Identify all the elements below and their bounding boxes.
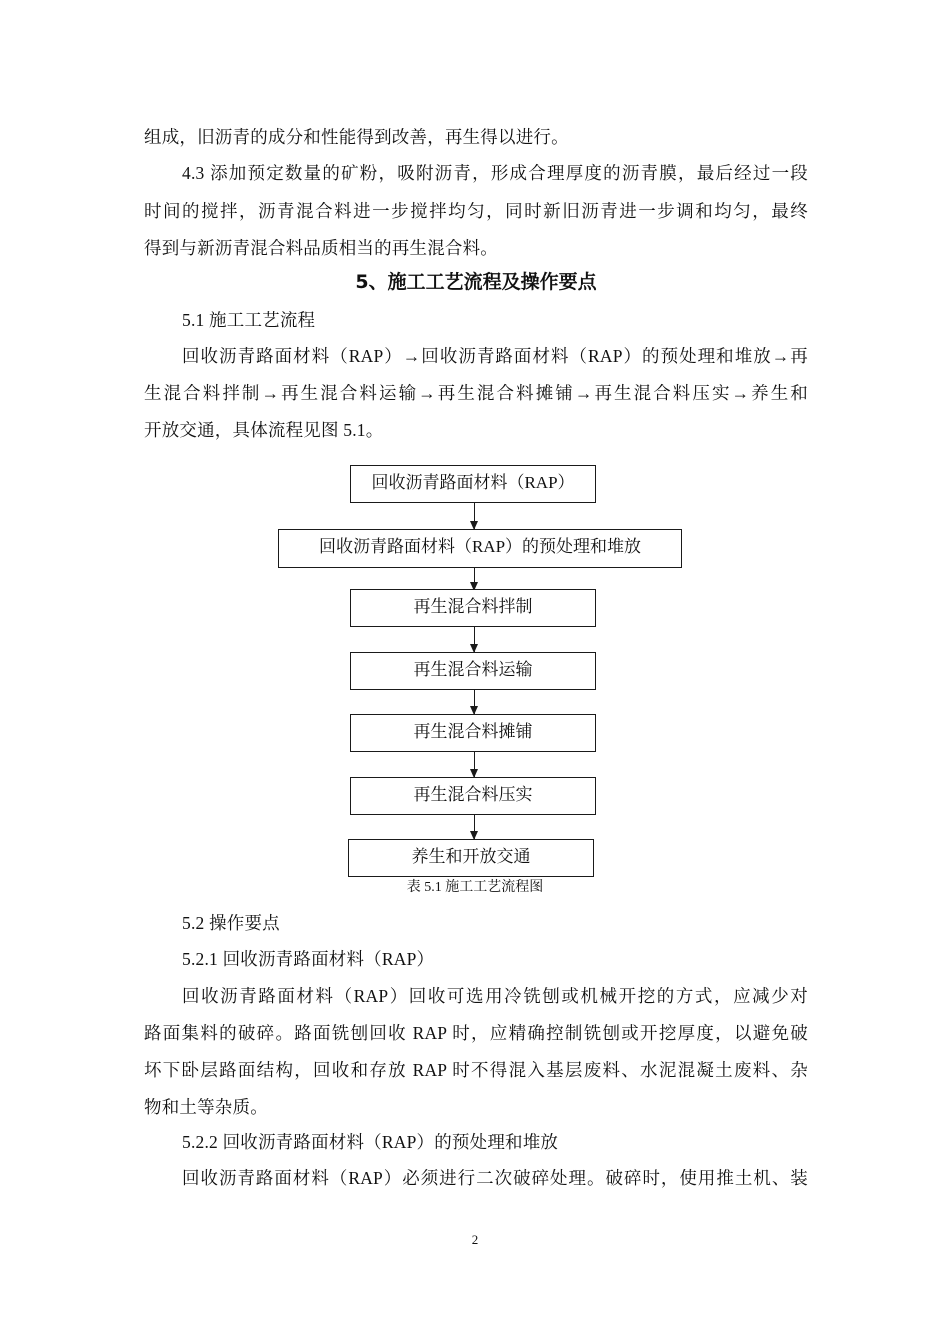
flow-step-compaction: 再生混合料压实: [350, 777, 596, 815]
page-number: 2: [471, 1232, 479, 1247]
paragraph-4-3-line-1: 4.3 添加预定数量的矿粉，吸附沥青，形成合理厚度的沥青膜，最后经过一段: [182, 163, 808, 183]
flow-arrow: [474, 503, 475, 529]
flow-step-mixing: 再生混合料拌制: [350, 589, 596, 627]
flow-arrow: [474, 690, 475, 714]
subheading-5-2-2: 5.2.2 回收沥青路面材料（RAP）的预处理和堆放: [182, 1132, 559, 1152]
flow-step-transport: 再生混合料运输: [350, 652, 596, 690]
subheading-5-1: 5.1 施工工艺流程: [182, 310, 316, 330]
flow-step-pretreatment: 回收沥青路面材料（RAP）的预处理和堆放: [278, 529, 682, 568]
paragraph-4-3-line-2: 时间的搅拌，沥青混合料进一步搅拌均匀，同时新旧沥青进一步调和均匀，最终: [144, 201, 808, 221]
paragraph-5-2-1-line-4: 物和土等杂质。: [144, 1097, 268, 1117]
paragraph-5-1-line-2: 生混合料拌制→再生混合料运输→再生混合料摊铺→再生混合料压实→养生和: [144, 383, 808, 403]
section-5-title: 5、施工工艺流程及操作要点: [355, 271, 597, 293]
paragraph-line: 组成，旧沥青的成分和性能得到改善，再生得以进行。: [144, 127, 569, 147]
flow-step-curing-opening: 养生和开放交通: [348, 839, 594, 877]
subheading-5-2-1: 5.2.1 回收沥青路面材料（RAP）: [182, 949, 435, 969]
flow-arrow: [474, 815, 475, 839]
flow-step-paving: 再生混合料摊铺: [350, 714, 596, 752]
paragraph-5-2-2-line-1: 回收沥青路面材料（RAP）必须进行二次破碎处理。破碎时，使用推土机、装: [182, 1168, 808, 1188]
paragraph-5-1-line-1: 回收沥青路面材料（RAP）→回收沥青路面材料（RAP）的预处理和堆放→再: [182, 346, 808, 366]
flow-step-rap: 回收沥青路面材料（RAP）: [350, 465, 596, 503]
flow-arrow: [474, 627, 475, 652]
flow-arrow: [474, 752, 475, 777]
paragraph-5-2-1-line-2: 路面集料的破碎。路面铣刨回收 RAP 时，应精确控制铣刨或开挖厚度，以避免破: [144, 1023, 808, 1043]
paragraph-4-3-line-3: 得到与新沥青混合料品质相当的再生混合料。: [144, 238, 498, 258]
paragraph-5-1-line-3: 开放交通，具体流程见图 5.1。: [144, 420, 384, 440]
paragraph-5-2-1-line-3: 坏下卧层路面结构，回收和存放 RAP 时不得混入基层废料、水泥混凝土废料、杂: [144, 1060, 808, 1080]
flowchart-caption: 表 5.1 施工工艺流程图: [406, 880, 544, 895]
paragraph-5-2-1-line-1: 回收沥青路面材料（RAP）回收可选用冷铣刨或机械开挖的方式，应减少对: [182, 986, 808, 1006]
flow-arrow: [474, 568, 475, 590]
subheading-5-2: 5.2 操作要点: [182, 913, 280, 933]
